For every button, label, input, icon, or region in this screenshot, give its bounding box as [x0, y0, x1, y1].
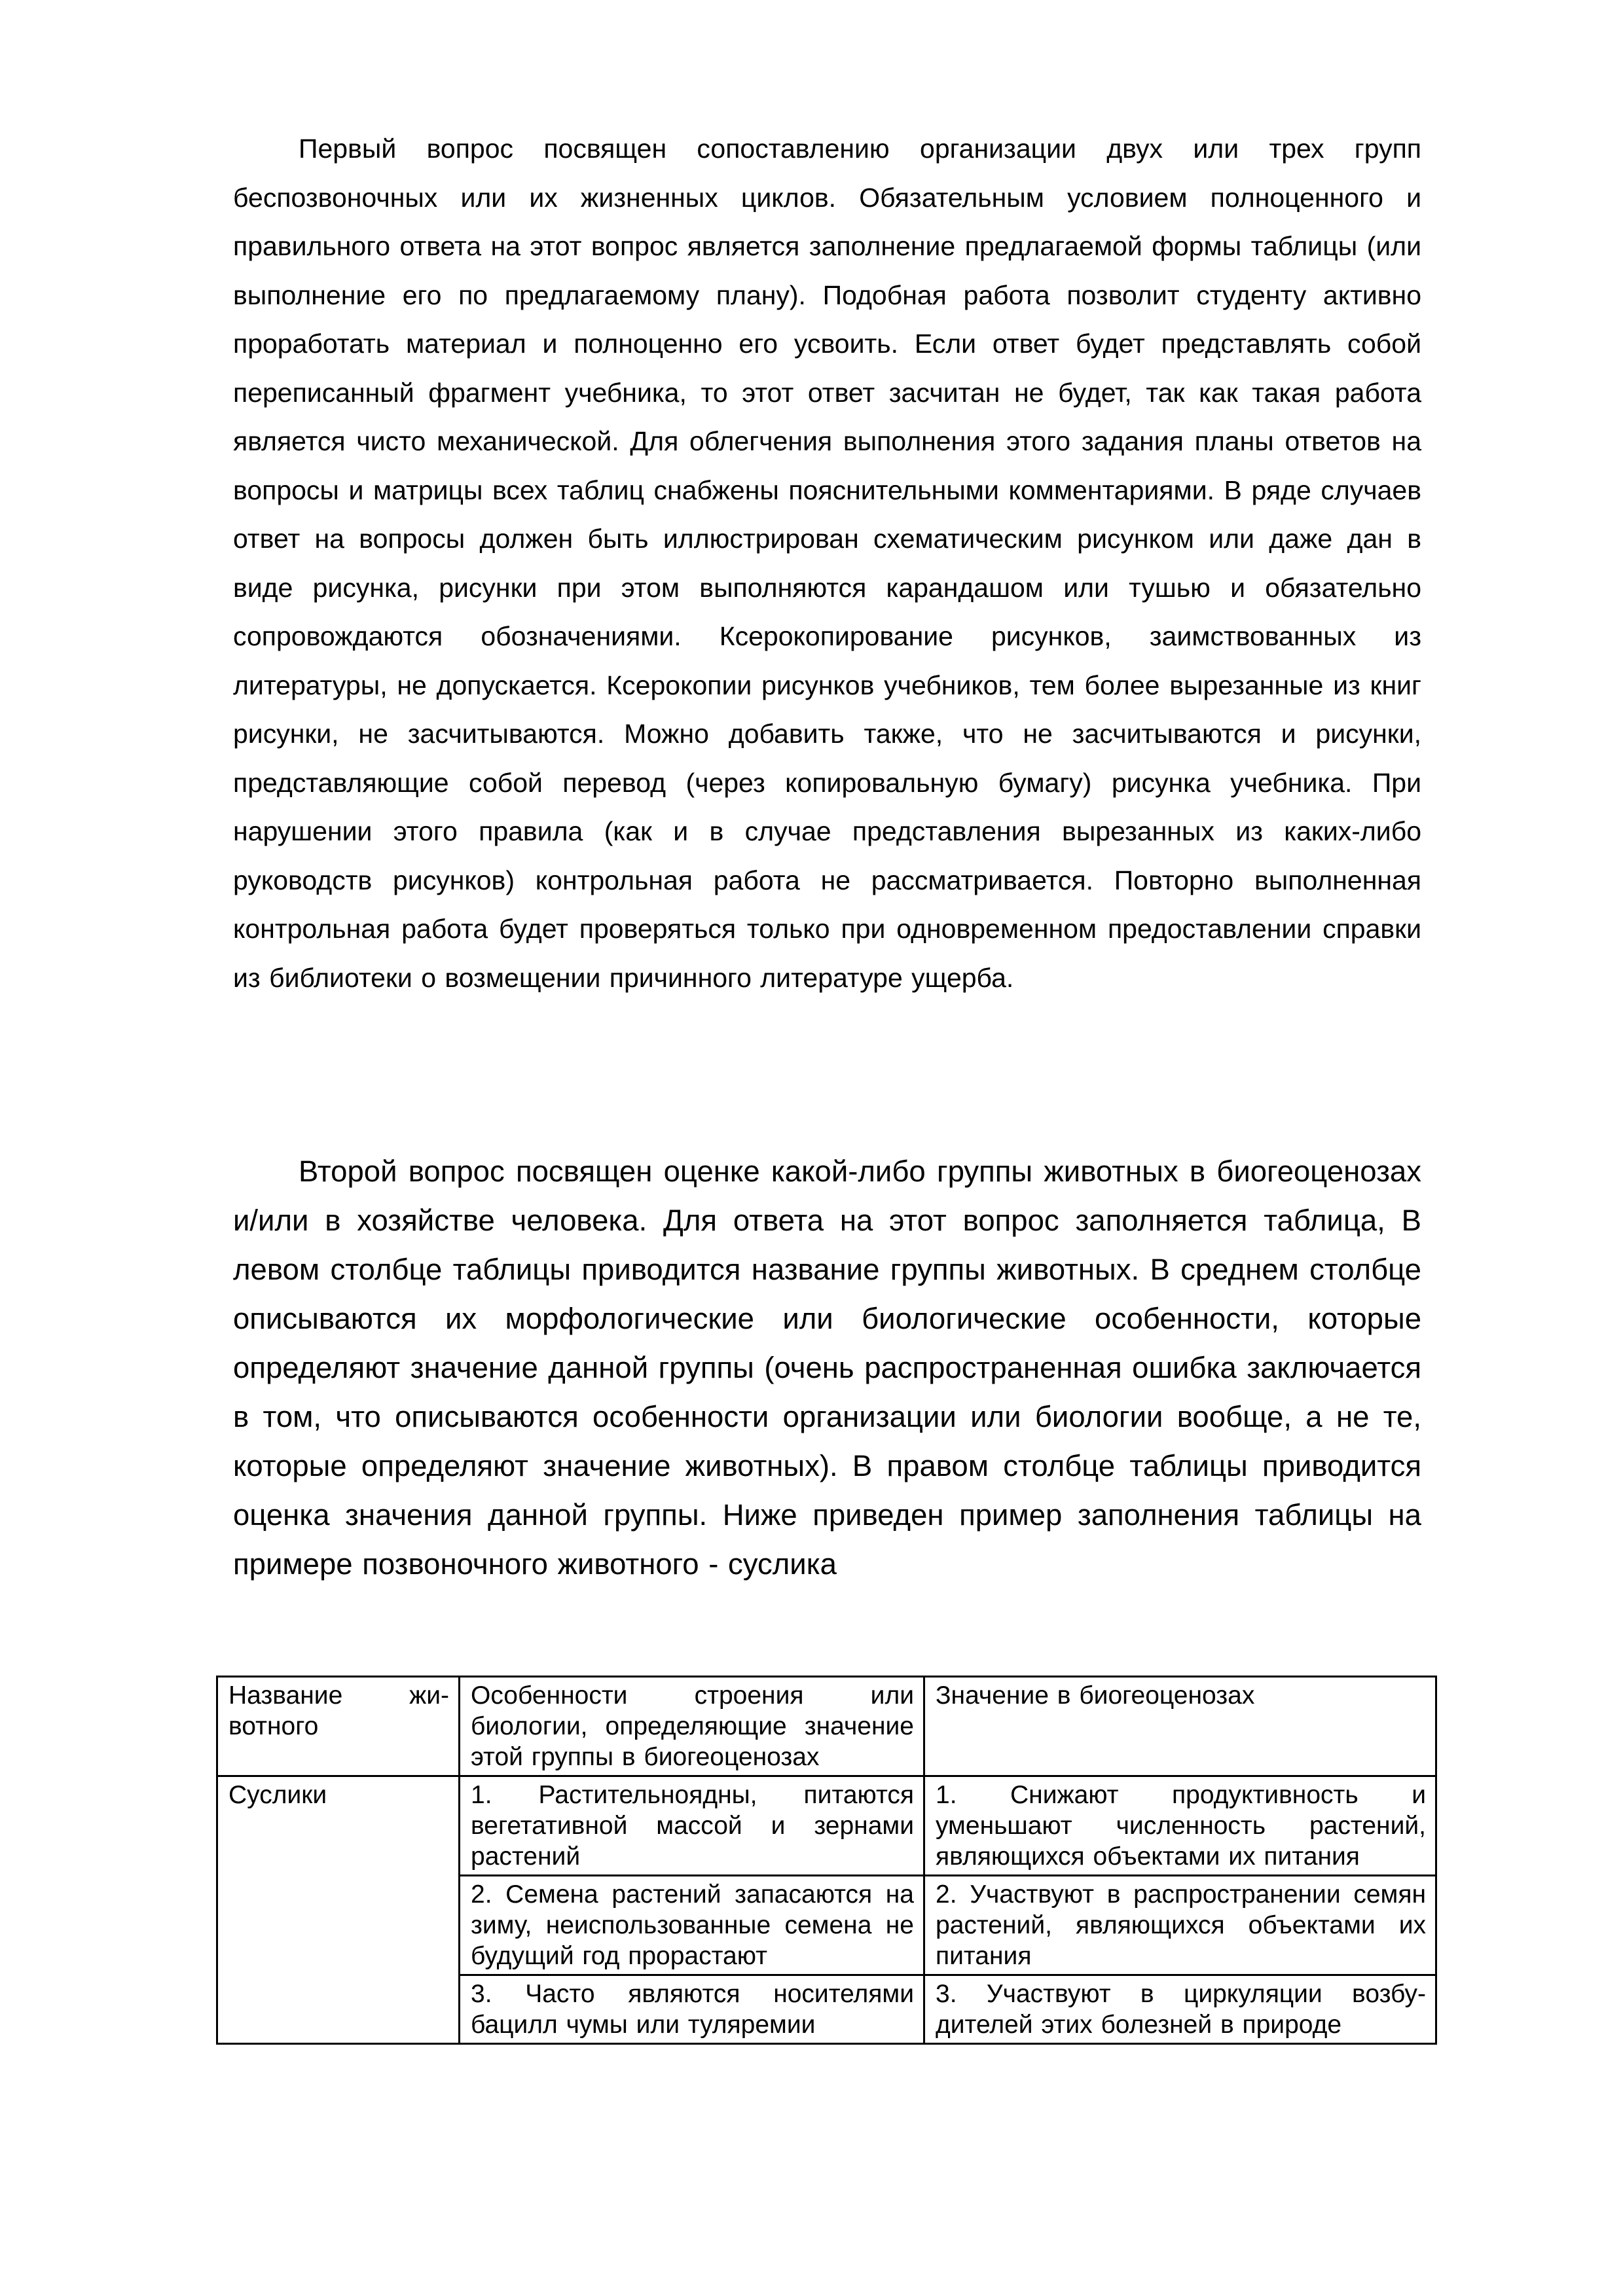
feature-cell: 2. Семена растений запасаются на зиму, неиспользованные семена не будущий год прорастают — [460, 1876, 924, 1975]
table-header-row — [217, 1677, 1436, 1776]
paragraph-second-question: Второй вопрос посвящен оценке какой-либо группы животных в биогеоценозах и/или в хозяйстве человека. Для ответа на этот вопрос заполняется таблица, В левом столбце таблицы приводится название группы животных. В среднем столбце описываются их морфологические или биологические особенности, которые определяют значение данной группы (очень распространенная ошибка заключается в том, что описываются особенности организации или биологии вообще, а не те, которые определяют значение животных). В правом столбце таблицы приводится оценка значения данной группы. Ниже приведен пример заполнения таблицы на примере позвоночного животного - суслика — [233, 1155, 1421, 1581]
animal-name-cell: Суслики — [217, 1776, 460, 2044]
header-significance: Значение в биогеоценозах — [924, 1677, 1436, 1776]
feature-cell: 3. Часто являются носителями бацилл чумы или туляремии — [460, 1975, 924, 2044]
table-row — [217, 1776, 1436, 1876]
header-features: Особенности строения или биологии, определяющие значение этой группы в биогеоценозах — [460, 1677, 924, 1776]
example-table — [216, 1676, 1437, 2045]
significance-cell: 2. Участвуют в распространении семян растений, являющихся объектами их питания — [924, 1876, 1436, 1975]
paragraph-first-question: Первый вопрос посвящен сопоставлению организации двух или трех групп беспозвоночных или их жизненных циклов. Обязательным условием полноценного и правильного ответа на этот вопрос является заполнение предлагаемой формы таблицы (или выполнение его по предлагаемому плану). Подобная работа позволит студенту активно проработать материал и полноценно его усвоить. Если ответ будет представлять собой переписанный фрагмент учебника, то этот ответ засчитан не будет, так как такая работа является чисто механической. Для облегчения выполнения этого задания планы ответов на вопросы и матрицы всех таблиц снабжены пояснительными комментариями. В ряде случаев ответ на вопросы должен быть иллюстрирован схематическим рисунком или даже дан в виде рисунка, рисунки при этом выполняются карандашом или тушью и обязательно сопровождаются обозначениями. Ксерокопирование рисунков, заимствованных из литературы, не допускается. Ксерокопии рисунков учебников, тем более вырезанные из книг рисунки, не засчитываются. Можно добавить также, что не засчитываются и рисунки, представляющие собой перевод (через копировальную бумагу) рисунка учебника. При нарушении этого правила (как и в случае представления вырезанных из каких-либо руководств рисунков) контрольная работа не рассматривается. Повторно выполненная контрольная работа будет проверяться только при одновременном предоставлении справки из библиотеки о возмещении причинного литературе ущерба. — [233, 134, 1421, 993]
feature-cell: 1. Растительноядны, питаются вегетативной массой и зернами растений — [460, 1776, 924, 1876]
significance-cell: 3. Участвуют в циркуляции возбудителей этих болезней в природе — [924, 1975, 1436, 2044]
significance-cell: 1. Снижают продуктивность и уменьшают численность растений, являющихся объектами их питания — [924, 1776, 1436, 1876]
header-animal-name: Название животного — [217, 1677, 460, 1776]
